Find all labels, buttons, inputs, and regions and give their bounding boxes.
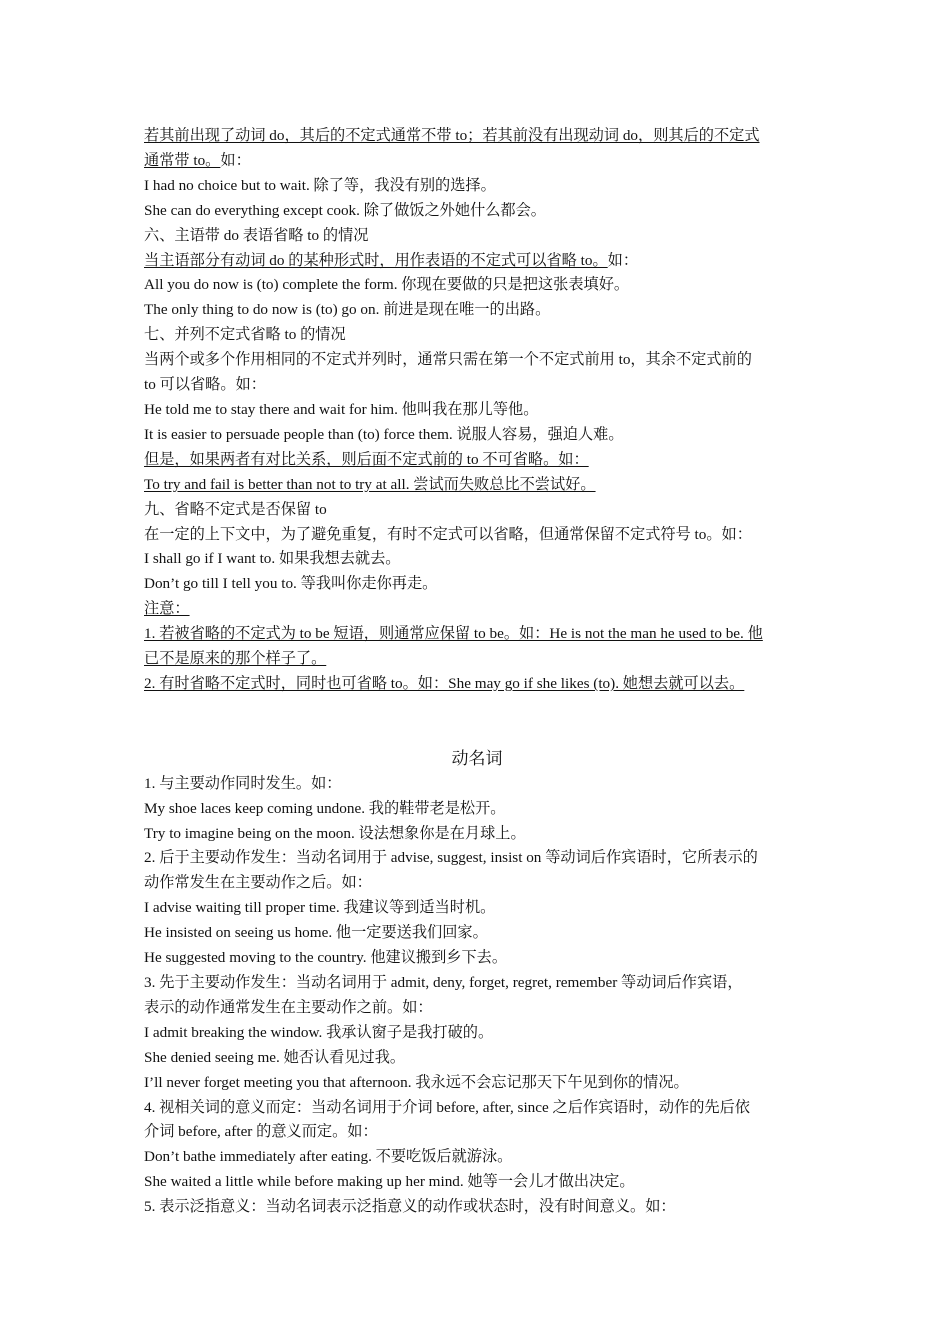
section-heading: 六、主语带 do 表语省略 to 的情况	[144, 226, 369, 244]
example-line: I’ll never forget meeting you that afternoon. 我永远不会忘记那天下午见到你的情况。	[144, 1073, 689, 1091]
example-line: My shoe laces keep coming undone. 我的鞋带老是松开。	[144, 799, 506, 817]
page-title: 动名词	[451, 748, 503, 769]
text-line: 若其前出现了动词 do，其后的不定式通常不带 to；若其前没有出现动词 do，则其后的不定式	[144, 127, 760, 144]
text-line: 4. 视相关词的意义而定：当动名词用于介词 before, after, since 之后作宾语时，动作的先后依	[144, 1098, 750, 1116]
example-line: To try and fail is better than not to try at all. 尝试而失败总比不尝试好。	[144, 475, 596, 493]
example-line: It is easier to persuade people than (to) force them. 说服人容易，强迫人难。	[144, 425, 624, 443]
text-line: 动作常发生在主要动作之后。如：	[144, 874, 372, 892]
example-line: I admit breaking the window. 我承认窗子是我打破的。	[144, 1023, 494, 1041]
underlined-text: 当主语部分有动词 do 的某种形式时，用作表语的不定式可以省略 to。	[144, 251, 608, 269]
note-line: 2. 有时省略不定式时，同时也可省略 to。如：She may go if she likes (to). 她想去就可以去。	[144, 674, 745, 692]
example-line: I advise waiting till proper time. 我建议等到适当时机。	[144, 899, 496, 917]
example-line: Try to imagine being on the moon. 设法想象你是在月球上。	[144, 824, 526, 842]
text-span: 如：	[607, 251, 639, 269]
example-line: Don’t go till I tell you to. 等我叫你走你再走。	[144, 575, 438, 593]
text-line: 当两个或多个作用相同的不定式并列时，通常只需在第一个不定式前用 to，其余不定式前的	[144, 351, 752, 369]
section-heading: 九、省略不定式是否保留 to	[144, 500, 327, 518]
example-line: I shall go if I want to. 如果我想去就去。	[144, 550, 401, 568]
example-line: She can do everything except cook. 除了做饭之外她什么都会。	[144, 201, 546, 219]
text-line: 在一定的上下文中，为了避免重复，有时不定式可以省略，但通常保留不定式符号 to。如：	[144, 525, 752, 543]
example-line: The only thing to do now is (to) go on. 前进是现在唯一的出路。	[144, 301, 551, 319]
note-label: 注意：	[144, 600, 190, 618]
section-spacer	[144, 697, 810, 747]
example-line: She waited a little while before making up her mind. 她等一会儿才做出决定。	[144, 1173, 635, 1191]
text-line: 2. 后于主要动作发生：当动名词用于 advise, suggest, insist on 等动词后作宾语时，它所表示的	[144, 849, 758, 867]
text-line: to 可以省略。如：	[144, 376, 266, 394]
note-line: 1. 若被省略的不定式为 to be 短语，则通常应保留 to be。如：He is not the man he used to be. 他	[144, 625, 763, 643]
example-line: All you do now is (to) complete the form. 你现在要做的只是把这张表填好。	[144, 276, 630, 294]
underlined-text: 通常带 to。	[144, 151, 221, 169]
example-line: He told me to stay there and wait for him. 他叫我在那儿等他。	[144, 400, 539, 418]
text-line: 3. 先于主要动作发生：当动名词用于 admit, deny, forget, regret, remember 等动词后作宾语，	[144, 974, 743, 991]
note-line: 已不是原来的那个样子了。	[144, 650, 327, 668]
example-line: He insisted on seeing us home. 他一定要送我们回家。	[144, 924, 488, 942]
document-page	[144, 124, 810, 1220]
example-line: Don’t bathe immediately after eating. 不要吃饭后就游泳。	[144, 1148, 513, 1166]
text-line: 表示的动作通常发生在主要动作之前。如：	[144, 998, 433, 1016]
text-line	[144, 249, 810, 274]
section-heading: 七、并列不定式省略 to 的情况	[144, 326, 346, 344]
text-line: 1. 与主要动作同时发生。如：	[144, 774, 342, 792]
text-line: 5. 表示泛指意义：当动名词表示泛指意义的动作或状态时，没有时间意义。如：	[144, 1198, 676, 1216]
example-line: She denied seeing me. 她否认看见过我。	[144, 1048, 406, 1066]
text-span: 如：	[220, 151, 251, 169]
text-line: 介词 before, after 的意义而定。如：	[144, 1123, 378, 1141]
example-line: He suggested moving to the country. 他建议搬到乡下去。	[144, 949, 508, 967]
text-line: 但是，如果两者有对比关系，则后面不定式前的 to 不可省略。如：	[144, 450, 589, 468]
example-line: I had no choice but to wait. 除了等，我没有别的选择。	[144, 176, 496, 194]
text-line	[144, 149, 810, 174]
